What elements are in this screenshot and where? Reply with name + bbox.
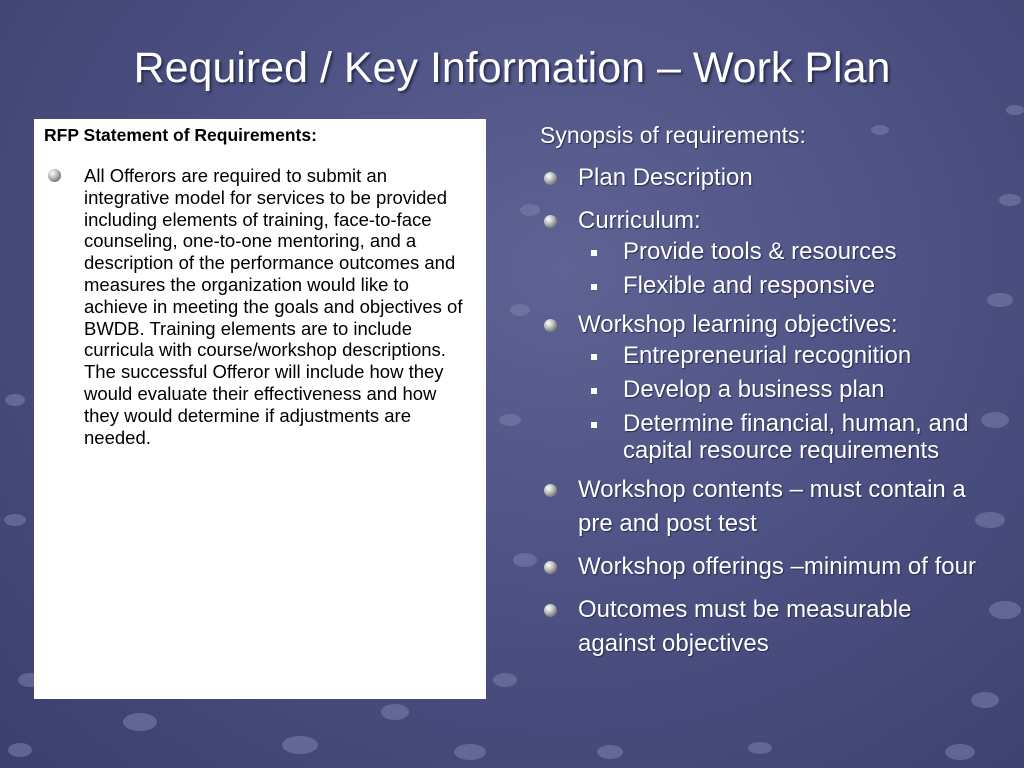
synopsis-item-workshop-offerings <box>540 550 990 584</box>
sphere-bullet-icon <box>544 172 557 185</box>
square-bullet-icon <box>591 388 597 394</box>
sub-item <box>578 238 990 265</box>
sphere-bullet-icon <box>544 319 557 332</box>
rfp-requirements-box <box>34 119 486 699</box>
synopsis-item-label: Outcomes must be measurable against objectives <box>578 596 912 657</box>
synopsis-item-plan-description <box>540 161 990 195</box>
sub-item-label: Develop a business plan <box>623 376 885 403</box>
synopsis-item-outcomes <box>540 593 990 661</box>
sub-item <box>578 410 990 464</box>
sub-item-label: Flexible and responsive <box>623 272 876 299</box>
synopsis-item-label: Workshop offerings –minimum of four <box>578 553 976 580</box>
synopsis-item-label: Plan Description <box>578 164 753 191</box>
synopsis-item-label: Workshop learning objectives: <box>578 311 898 338</box>
synopsis-panel <box>540 118 990 661</box>
sub-list <box>578 342 990 464</box>
sphere-bullet-icon <box>544 604 557 617</box>
sub-list <box>578 238 990 299</box>
square-bullet-icon <box>591 250 597 256</box>
slide-title: Required / Key Information – Work Plan <box>133 44 891 92</box>
synopsis-item-workshop-objectives <box>540 308 990 464</box>
synopsis-item-label: Curriculum: <box>578 207 701 234</box>
square-bullet-icon <box>591 284 597 290</box>
square-bullet-icon <box>591 422 597 428</box>
sphere-bullet-icon <box>48 169 61 182</box>
synopsis-item-label: Workshop contents – must contain a pre and post test <box>578 476 966 537</box>
synopsis-item-workshop-contents <box>540 473 990 541</box>
sub-item <box>578 376 990 403</box>
rfp-bullet-item <box>44 165 476 448</box>
sub-item <box>578 272 990 299</box>
rfp-body-text: All Offerors are required to submit an integrative model for services to be provided including elements of training, face-to-face counseling, one-to-one mentoring, and a description of the performance outcomes and measures the organization would like to achieve in meeting the goals and objectives of BWDB. Training elements are to include curricula with course/workshop descriptions. The successful Offeror will include how they would evaluate their effectiveness and how they would determine if adjustments are needed. <box>84 165 463 448</box>
synopsis-heading: Synopsis of requirements: <box>540 122 806 148</box>
sub-item-label: Provide tools & resources <box>623 238 897 265</box>
sub-item <box>578 342 990 369</box>
sphere-bullet-icon <box>544 484 557 497</box>
sub-item-label: Determine financial, human, and capital resource requirements <box>623 410 969 464</box>
sphere-bullet-icon <box>544 215 557 228</box>
square-bullet-icon <box>591 354 597 360</box>
sub-item-label: Entrepreneurial recognition <box>623 342 912 369</box>
synopsis-item-curriculum <box>540 204 990 299</box>
sphere-bullet-icon <box>544 561 557 574</box>
rfp-heading: RFP Statement of Requirements: <box>44 125 317 145</box>
